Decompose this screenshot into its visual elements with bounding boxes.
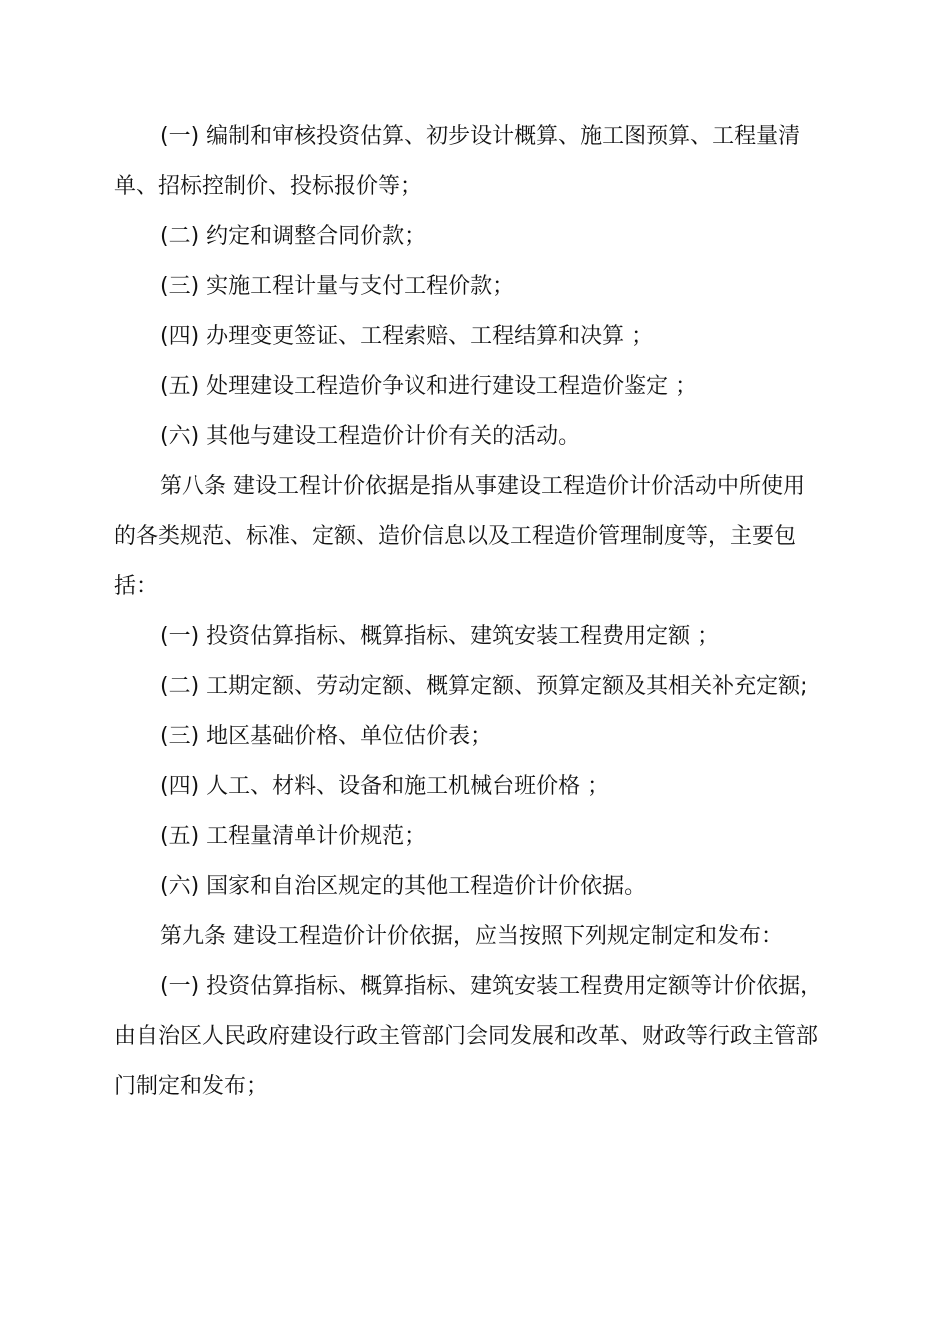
paragraph-item-5: (五) 处理建设工程造价争议和进行建设工程造价鉴定 ； (160, 374, 698, 399)
paragraph-item-8: (二) 工期定额、劳动定额、概算定额、预算定额及其相关补充定额; (160, 674, 808, 699)
paragraph-item-7: (一) 投资估算指标、概算指标、建筑安装工程费用定额 ； (160, 624, 720, 649)
paragraph-item-9: (三) 地区基础价格、单位估价表； (160, 724, 493, 749)
document-body (114, 112, 826, 1112)
paragraph-item-10: (四) 人工、材料、设备和施工机械台班价格 ； (160, 774, 610, 799)
paragraph-item-13: (一) 投资估算指标、概算指标、建筑安装工程费用定额等计价依据，由自治区人民政府建设行政主管部门会同发展和改革、财政等行政主管部门制定和发布； (114, 974, 823, 1099)
paragraph-item-1: (一) 编制和审核投资估算、初步设计概算、施工图预算、工程量清单、招标控制价、投标报价等； (114, 124, 801, 199)
paragraph-item-6: (六) 其他与建设工程造价计价有关的活动。 (160, 424, 581, 449)
article-9-paragraph: 第九条 建设工程造价计价依据，应当按照下列规定制定和发布： (160, 924, 783, 949)
paragraph-item-11: (五) 工程量清单计价规范； (160, 824, 427, 849)
paragraph-item-2: (二) 约定和调整合同价款； (160, 224, 427, 249)
paragraph-item-4: (四) 办理变更签证、工程索赔、工程结算和决算 ； (160, 324, 654, 349)
paragraph-item-3: (三) 实施工程计量与支付工程价款； (160, 274, 515, 299)
article-8-paragraph: 第八条 建设工程计价依据是指从事建设工程造价计价活动中所使用的各类规范、标准、定额、造价信息以及工程造价管理制度等，主要包括： (114, 474, 805, 599)
paragraph-item-12: (六) 国家和自治区规定的其他工程造价计价依据。 (160, 874, 647, 899)
